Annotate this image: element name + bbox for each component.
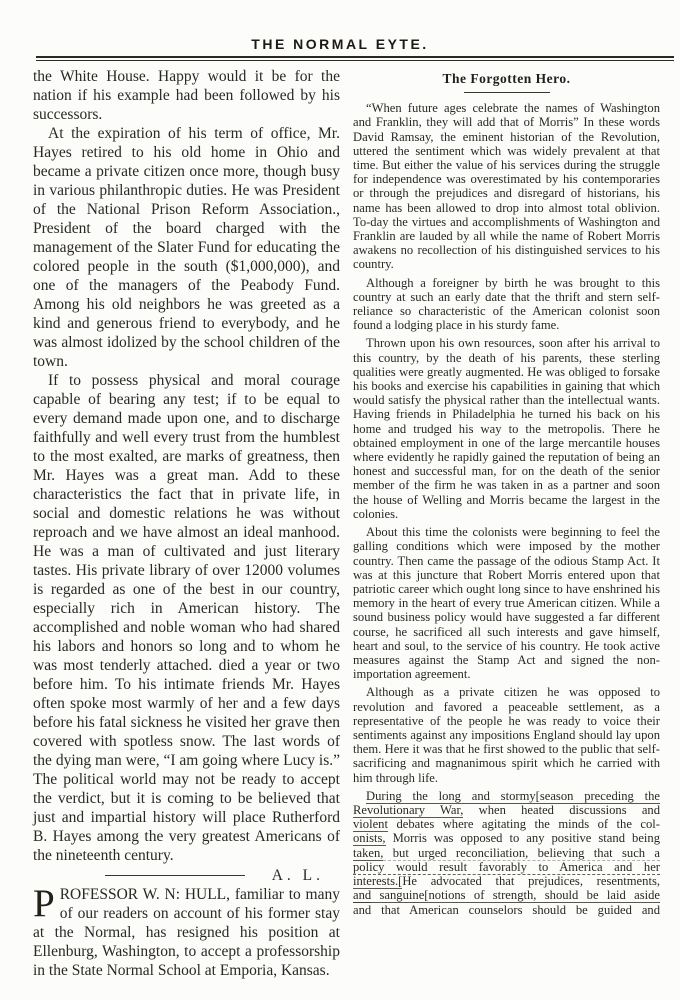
underlined-text: During the long and stormy[season preceding the bbox=[366, 788, 660, 803]
morris-article-paragraph-3: Thrown upon his own resources, soon after his arrival to this country, by the death of his parents, these sterling qualities were greatly augmented. He was obliged to forsake his books and exercise his capabilities in gaining that which would satisfy the physical rather than the intellectual wants. Having friends in Philadelphia he turned his back on his home and trudged his way to the metropolis. There he obtained employment in one of the large mercantile houses where evidently he rapidly gained the reputation of being an honest and successful man, for on the death of the senior member of the firm he was taken in as a partner and soon the house of Welling and Morris became the largest in the colonies. bbox=[353, 336, 660, 521]
underlined-text: Revolutionary War, bbox=[353, 802, 464, 817]
author-initials: A. L. bbox=[271, 867, 324, 884]
line-text: and that American counselors should be guided and bbox=[353, 903, 660, 918]
hayes-article-paragraph-1: the White House. Happy would it be for the nation if his example had been followed by his successors. bbox=[33, 68, 340, 123]
marked-line bbox=[353, 817, 660, 831]
dropcap-letter: P bbox=[33, 882, 55, 925]
signature-row bbox=[33, 866, 340, 885]
left-column bbox=[33, 67, 340, 980]
underlined-text: taken, bbox=[353, 845, 384, 860]
hull-notice-text: ROFESSOR W. N: HULL, familiar to many of our readers on account of his former stay at the Normal, has resigned his position at Ellenburg, Washington, to accept a professorship in the State Normal School at Emporia, Kansas. bbox=[33, 886, 340, 979]
marked-line bbox=[353, 902, 660, 917]
page-columns bbox=[0, 61, 680, 980]
marked-line bbox=[353, 831, 660, 845]
pencil-marked-paragraph bbox=[353, 789, 660, 918]
article-divider-rule bbox=[105, 875, 245, 876]
underlined-text: onists, bbox=[353, 831, 386, 846]
underlined-text: interests.[ bbox=[353, 873, 403, 888]
underlined-text: violent bbox=[353, 817, 388, 832]
underlined-text: and bbox=[353, 888, 372, 903]
marked-line bbox=[353, 846, 660, 860]
masthead-title: THE NORMAL EYTE. bbox=[251, 36, 429, 52]
marked-line bbox=[353, 789, 660, 803]
hayes-article-paragraph-3: If to possess physical and moral courage capable of bearing any test; if to be equal to every demand made upon one, and to discharge faithfully and well every trust from the humblest to the most exalted, are marks of greatness, then Mr. Hayes was a great man. Add to these characteristics the fact that in private life, in social and domestic relations he was without reproach and we have almost an ideal manhood. He was a man of cultivated and just literary tastes. His private library of over 12000 volumes is regarded as one of the best in our country, especially rich in American history. The accomplished and noble woman who had shared his labors and honors so long and to whom he was most tenderly attached. died a year or two before him. To his intimate friends Mr. Hayes often spoke most warmly of her and a few days before his fatal sickness he visited her grave then covered with spotless snow. The last words of the dying man were, “I am going where Lucy is.” The political world may not be ready to accept the verdict, but it is coming to be believed that just and impartial history will place Rutherford B. Hayes among the very greatest Americans of the nineteenth century. bbox=[33, 372, 340, 864]
marked-line bbox=[353, 860, 660, 874]
marked-line bbox=[353, 803, 660, 817]
hull-notice-paragraph bbox=[33, 882, 340, 980]
line-text: He advocated that prejudices, resentments, bbox=[402, 873, 660, 888]
line-text: sanguine[notions of strength, should be laid aside bbox=[371, 888, 660, 903]
line-text: when heated discussions and bbox=[463, 802, 661, 817]
morris-article-paragraph-4: About this time the colonists were beginning to feel the galling conditions which were imposed by the mother country. Then came the passage of the odious Stamp Act. It was at this juncture that Robert Morris entered upon that patriotic career which ought long since to have enshrined his memory in the heart of every true American citizen. While a sound business policy would have suggested a far different course, he sacrificed all such interests and gave himself, heart and soul, to the service of his country. He took active measures against the Stamp Act and signed the non-importation agreement. bbox=[353, 525, 660, 682]
title-underline-rule bbox=[464, 92, 550, 93]
right-column bbox=[353, 67, 660, 918]
marked-line bbox=[353, 888, 660, 902]
line-text: Morris was opposed to any positive stand being bbox=[385, 831, 660, 846]
line-text: debates where agitating the minds of the col- bbox=[387, 817, 660, 832]
underlined-text: policy would result favorably to America and her bbox=[353, 859, 660, 874]
marked-line bbox=[353, 874, 660, 888]
hayes-article-paragraph-2: At the expiration of his term of office, Mr. Hayes retired to his old home in Ohio and became a private citizen once more, though busy in various philanthropic duties. He was President of the National Prison Reform Association., President of the board charged with the management of the Slater Fund for educating the colored people in the south ($1,000,000), and one of the managers of the Peabody Fund. Among his old neighbors he was greeted as a kind and generous friend to everybody, and he was almost idolized by the school children of the town. bbox=[33, 125, 340, 370]
line-text: but urged reconciliation, believing that such a bbox=[383, 845, 660, 860]
article-title: The Forgotten Hero. bbox=[442, 71, 571, 86]
morris-article-paragraph-2: Although a foreigner by birth he was brought to this country at such an early date that the thrift and stern self-reliance so characteristic of the American colonist soon found a lodging place in his sturdy fame. bbox=[353, 275, 660, 333]
morris-article-paragraph-1: “When future ages celebrate the names of Washington and Franklin, they will add that of Morris” In these words David Ramsay, the eminent historian of the Revolution, uttered the sentiment which was widely prevalent at that time. But either the value of his services during the struggle for independence was overestimated by his contemporaries or through the prejudices and disregard of historians, his name has been allowed to drop into almost total oblivion. To-day the virtues and accomplishments of Washington and Franklin are lauded by all while the name of Robert Morris awakens no recollection of his distinguished services to his country. bbox=[353, 101, 660, 272]
morris-article-paragraph-5: Although as a private citizen he was opposed to revolution and favored a peaceable settlement, as a representative of the people he was ready to voice their sentiments against any impositions England should lay upon them. Here it was that he first showed to the public that self-sacrificing and magnanimous spirit which he carried with him through life. bbox=[353, 685, 660, 785]
